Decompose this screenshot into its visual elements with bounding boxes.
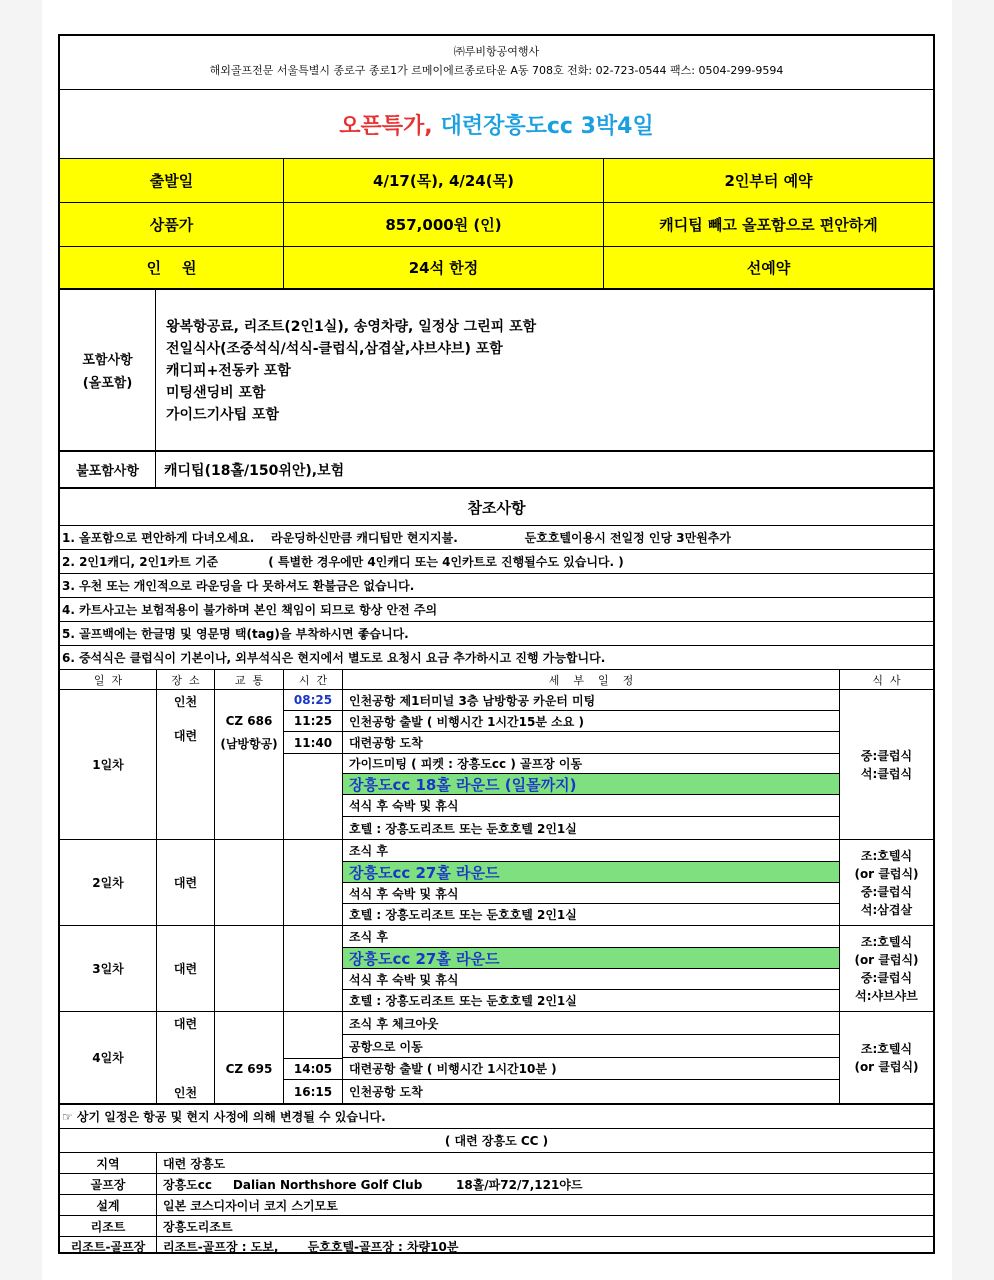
day-times bbox=[284, 840, 343, 925]
notes-title: 참조사항 bbox=[60, 489, 933, 526]
place-cell: 대련 bbox=[157, 926, 215, 1011]
summary-value: 857,000원 (인) bbox=[284, 203, 604, 246]
day-details bbox=[343, 690, 840, 839]
day-block bbox=[60, 926, 933, 1012]
meal-item: 석:삼겹살 bbox=[860, 902, 913, 917]
header-detail: 세 부 일 정 bbox=[343, 670, 840, 689]
disclaimer-text: ☞ 상기 일정은 항공 및 현지 사정에 의해 변경될 수 있습니다. bbox=[62, 1110, 386, 1124]
day-label: 4일차 bbox=[60, 1012, 157, 1103]
place-cell: 대련 bbox=[173, 1016, 198, 1031]
schedule-header bbox=[60, 670, 933, 690]
summary-note: 2인부터 예약 bbox=[724, 172, 813, 190]
detail-row: 호텔 : 장흥도리조트 또는 둔호호텔 2인1실 bbox=[349, 994, 577, 1008]
place-cell: 대련 bbox=[173, 728, 198, 743]
meal-item: (or 클럽식) bbox=[854, 1059, 919, 1074]
note-text: 4. 카트사고는 보험적용이 불가하며 본인 책임이 되므로 항상 안전 주의 bbox=[62, 603, 438, 617]
cc-info-value: 리조트-골프장 : 도보, 둔호호텔-골프장 : 차량10분 bbox=[163, 1240, 459, 1254]
cc-info-row bbox=[60, 1237, 933, 1254]
detail-row: 석식 후 숙박 및 휴식 bbox=[343, 883, 839, 904]
day-meals bbox=[840, 926, 933, 1011]
day-times bbox=[284, 926, 343, 1011]
disclaimer-row bbox=[60, 1105, 933, 1129]
itinerary-document bbox=[58, 34, 935, 1254]
day-meals bbox=[840, 690, 933, 839]
cc-info-value: 장흥도cc Dalian Northshore Golf Club bbox=[163, 1177, 423, 1192]
meal-item: 조:호텔식 bbox=[860, 1041, 913, 1056]
summary-note: 캐디팁 빼고 올포함으로 편안하게 bbox=[659, 216, 878, 234]
place-cell: 인천 bbox=[173, 1086, 198, 1100]
cc-info-row bbox=[60, 1216, 933, 1237]
title-part1: 오픈특가, bbox=[339, 113, 433, 139]
excluded-value: 캐디팁(18홀/150위안),보험 bbox=[164, 462, 345, 479]
cc-info-label: 골프장 bbox=[60, 1174, 157, 1194]
time-cell: 11:25 bbox=[284, 711, 342, 732]
detail-row: 대련공항 도착 bbox=[343, 732, 839, 754]
cc-info-label: 지역 bbox=[60, 1153, 157, 1173]
summary-value: 24석 한정 bbox=[284, 247, 604, 288]
detail-row: 인천공항 도착 bbox=[349, 1085, 423, 1099]
meal-item: 조:호텔식 bbox=[860, 934, 913, 949]
note-row bbox=[60, 550, 933, 574]
detail-row: 조식 후 bbox=[349, 844, 388, 858]
day-transport bbox=[215, 926, 284, 1011]
schedule-table bbox=[60, 670, 933, 1105]
day-places bbox=[157, 690, 215, 839]
excluded-section bbox=[60, 452, 933, 489]
detail-row: 인천공항 출발 ( 비행시간 1시간15분 소요 ) bbox=[343, 711, 839, 732]
summary-row bbox=[60, 203, 933, 247]
day-block bbox=[60, 840, 933, 926]
summary-value: 4/17(목), 4/24(목) bbox=[284, 159, 604, 202]
meal-item: 석:클럽식 bbox=[860, 766, 913, 781]
day-transport bbox=[215, 1012, 284, 1103]
note-text: 6. 중석식은 클럽식이 기본이나, 외부석식은 현지에서 별도로 요청시 요금 추가하시고 진행 가능합니다. bbox=[62, 651, 606, 665]
day-transport bbox=[215, 690, 284, 839]
day-label: 2일차 bbox=[60, 840, 157, 925]
note-row bbox=[60, 622, 933, 646]
title-part2: 대련장흥도cc 3박4일 bbox=[440, 113, 654, 139]
page-title bbox=[60, 90, 933, 159]
airline-name: (남방항공) bbox=[220, 736, 278, 751]
cc-info-value: 대련 장흥도 bbox=[163, 1156, 226, 1171]
meal-item: 중:클럽식 bbox=[860, 970, 913, 985]
meal-item: (or 클럽식) bbox=[854, 952, 919, 967]
summary-note: 선예약 bbox=[746, 259, 791, 277]
cc-info-value: 일본 코스디자이너 코지 스기모토 bbox=[163, 1198, 338, 1213]
flight-number: CZ 686 bbox=[225, 714, 273, 728]
header-time: 시 간 bbox=[284, 670, 343, 689]
detail-row: 호텔 : 장흥도리조트 또는 둔호호텔 2인1실 bbox=[349, 908, 577, 922]
day-transport bbox=[215, 840, 284, 925]
included-item: 왕복항공료, 리조트(2인1실), 송영차량, 일정상 그린피 포함 bbox=[166, 319, 537, 335]
summary-row bbox=[60, 247, 933, 290]
cc-info-row bbox=[60, 1153, 933, 1174]
golf-round-row: 장흥도cc 27홀 라운드 bbox=[343, 947, 839, 969]
summary-row bbox=[60, 159, 933, 203]
detail-row: 석식 후 숙박 및 휴식 bbox=[343, 969, 839, 990]
detail-row: 대련공항 출발 ( 비행시간 1시간10분 ) bbox=[343, 1058, 839, 1080]
cc-info-value: 장흥도리조트 bbox=[163, 1219, 233, 1234]
header-day: 일 자 bbox=[60, 670, 157, 689]
day-times bbox=[284, 1012, 343, 1103]
note-row bbox=[60, 526, 933, 550]
cc-info-label: 리조트 bbox=[60, 1216, 157, 1236]
cc-info-extra: 18홀/파72/7,121야드 bbox=[456, 1177, 583, 1192]
note-row bbox=[60, 646, 933, 670]
meal-item: 조:호텔식 bbox=[860, 848, 913, 863]
day-details bbox=[343, 840, 840, 925]
summary-label: 출발일 bbox=[60, 159, 284, 202]
detail-row: 조식 후 체크아웃 bbox=[343, 1012, 839, 1035]
included-label-line1: 포함사항 bbox=[82, 353, 133, 368]
included-item: 전일식사(조중석식/석식-클럽식,삼겹살,샤브샤브) 포함 bbox=[166, 341, 503, 357]
day-label: 1일차 bbox=[60, 690, 157, 839]
included-label bbox=[60, 290, 156, 450]
agency-info: 해외골프전문 서울특별시 종로구 종로1가 르메이에르종로타운 A동 708호 전화: 02-723-0544 팩스: 0504-299-9594 bbox=[209, 64, 784, 77]
summary-label: 인 원 bbox=[60, 247, 284, 288]
excluded-label: 불포함사항 bbox=[60, 452, 156, 487]
included-item: 가이드기사팁 포함 bbox=[166, 407, 280, 423]
included-item: 미팅샌딩비 포함 bbox=[166, 385, 266, 401]
cc-info-label: 설계 bbox=[60, 1195, 157, 1215]
time-cell: 14:05 bbox=[284, 1058, 342, 1080]
place-cell: 인천 bbox=[173, 694, 198, 709]
day-label: 3일차 bbox=[60, 926, 157, 1011]
day-places bbox=[157, 1012, 215, 1103]
day-details bbox=[343, 1012, 840, 1103]
cc-info-title: ( 대련 장흥도 CC ) bbox=[60, 1129, 933, 1153]
included-list bbox=[166, 316, 926, 426]
header-transport: 교 통 bbox=[215, 670, 284, 689]
meal-item: 중:클럽식 bbox=[860, 748, 913, 763]
detail-row: 가이드미팅 ( 피켓 : 장흥도cc ) 골프장 이동 bbox=[343, 754, 839, 774]
detail-row: 인천공항 제1터미널 3층 남방항공 카운터 미팅 bbox=[343, 690, 839, 711]
day-block bbox=[60, 690, 933, 840]
agency-header bbox=[60, 36, 933, 90]
detail-row: 호텔 : 장흥도리조트 또는 둔호호텔 2인1실 bbox=[349, 821, 577, 836]
day-meals bbox=[840, 840, 933, 925]
day-meals bbox=[840, 1012, 933, 1103]
meal-item: 중:클럽식 bbox=[860, 884, 913, 899]
header-meal: 식 사 bbox=[872, 673, 901, 687]
cc-info-row bbox=[60, 1174, 933, 1195]
agency-name: ㈜루비항공여행사 bbox=[453, 45, 540, 58]
detail-row: 공항으로 이동 bbox=[343, 1035, 839, 1058]
place-cell: 대련 bbox=[157, 840, 215, 925]
flight-number: CZ 695 bbox=[225, 1062, 273, 1076]
included-item: 캐디피+전동카 포함 bbox=[166, 363, 291, 379]
detail-row: 석식 후 숙박 및 휴식 bbox=[343, 795, 839, 817]
note-text: 1. 올포함으로 편안하게 다녀오세요. 라운딩하신만큼 캐디팁만 현지지불. 둔호호텔이용시 전일정 인당 3만원추가 bbox=[62, 531, 731, 545]
day-times bbox=[284, 690, 343, 839]
note-text: 2. 2인1캐디, 2인1카트 기준 ( 특별한 경우에만 4인캐디 또는 4인카트로 진행될수도 있습니다. ) bbox=[62, 555, 624, 569]
time-cell: 11:40 bbox=[284, 732, 342, 754]
golf-round-row: 장흥도cc 18홀 라운드 (일몰까지) bbox=[343, 774, 839, 795]
included-label-line2: (올포함) bbox=[82, 376, 133, 391]
note-text: 3. 우천 또는 개인적으로 라운딩을 다 못하셔도 환불금은 없습니다. bbox=[62, 579, 415, 593]
day-details bbox=[343, 926, 840, 1011]
cc-info-row bbox=[60, 1195, 933, 1216]
time-cell: 08:25 bbox=[284, 690, 342, 711]
time-cell: 16:15 bbox=[293, 1084, 333, 1099]
day-block bbox=[60, 1012, 933, 1103]
header-place: 장 소 bbox=[157, 670, 215, 689]
note-text: 5. 골프백에는 한글명 및 영문명 택(tag)을 부착하시면 좋습니다. bbox=[62, 627, 409, 641]
note-row bbox=[60, 598, 933, 622]
summary-label: 상품가 bbox=[60, 203, 284, 246]
detail-row: 조식 후 bbox=[349, 930, 388, 944]
note-row bbox=[60, 574, 933, 598]
cc-info-label: 리조트-골프장 bbox=[60, 1237, 157, 1254]
included-section bbox=[60, 290, 933, 452]
meal-item: (or 클럽식) bbox=[854, 866, 919, 881]
golf-round-row: 장흥도cc 27홀 라운드 bbox=[343, 861, 839, 883]
meal-item: 석:샤브샤브 bbox=[855, 988, 918, 1003]
